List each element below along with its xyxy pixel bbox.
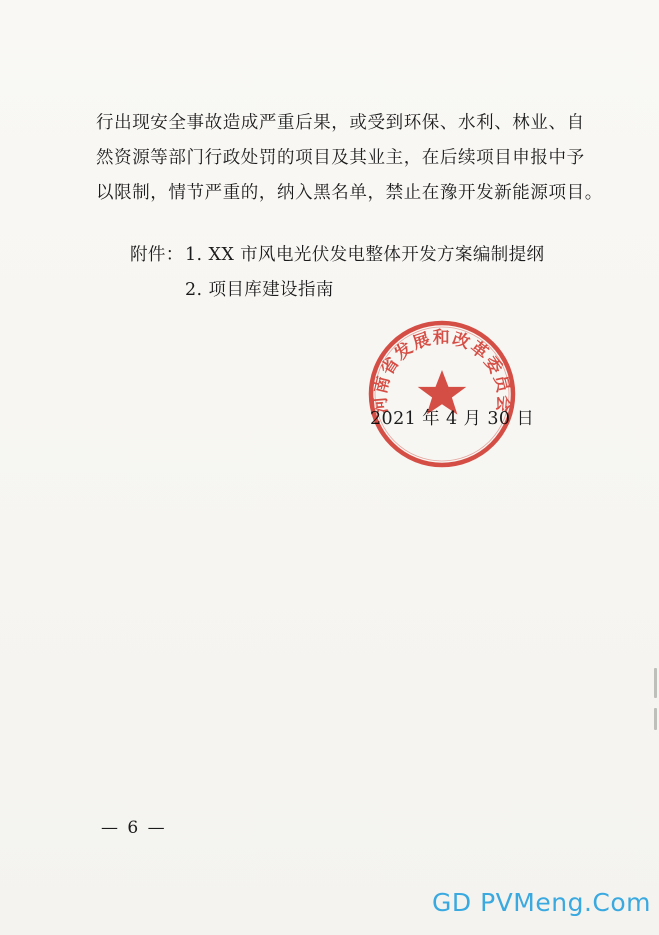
document-date: 2021 年 4 月 30 日 xyxy=(370,409,535,429)
page-number: — 6 — xyxy=(101,818,167,838)
body-text-line-1: 行出现安全事故造成严重后果，或受到环保、水利、林业、自 xyxy=(96,113,585,133)
body-text-line-2: 然资源等部门行政处罚的项目及其业主，在后续项目申报中予 xyxy=(96,148,585,168)
scan-edge-mark-1 xyxy=(654,668,657,698)
seal-text: 河南省发展和改革委员会 xyxy=(370,328,514,415)
attachment-item-2: 2. 项目库建设指南 xyxy=(185,280,334,300)
attachments-label: 附件： xyxy=(130,245,184,265)
scan-edge-mark-2 xyxy=(654,708,657,730)
official-seal-icon xyxy=(366,318,518,470)
attachment-item-1: 1. XX 市风电光伏发电整体开发方案编制提纲 xyxy=(185,245,545,265)
body-text-line-3: 以限制，情节严重的，纳入黑名单，禁止在豫开发新能源项目。 xyxy=(96,183,603,203)
site-watermark: GD PVMeng.Com xyxy=(432,888,651,917)
